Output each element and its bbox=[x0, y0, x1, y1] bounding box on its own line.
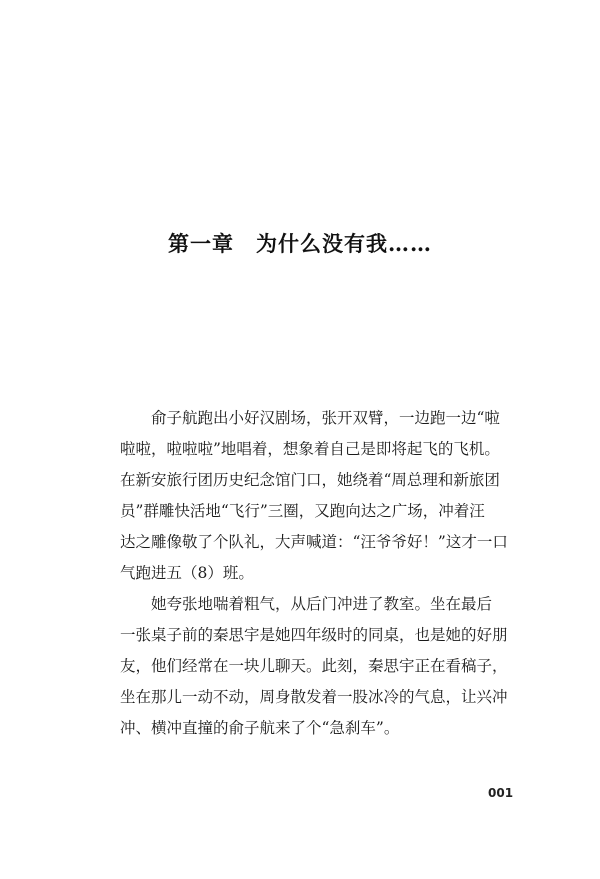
text-line: 气跑进五（8）班。 bbox=[120, 564, 254, 582]
text-line: 友，他们经常在一块儿聊天。此刻，秦思宇正在看稿子， bbox=[120, 657, 508, 675]
paragraph-1 bbox=[120, 403, 520, 589]
paragraph-2 bbox=[120, 589, 520, 744]
text-line: 坐在那儿一动不动，周身散发着一股冰冷的气息，让兴冲 bbox=[120, 688, 508, 706]
text-line: 在新安旅行团历史纪念馆门口，她绕着“周总理和新旅团 bbox=[120, 471, 500, 489]
text-line: 冲、横冲直撞的俞子航来了个“急刹车”。 bbox=[120, 719, 400, 737]
text-line: 啦啦，啦啦啦”地唱着，想象着自己是即将起飞的飞机。 bbox=[120, 440, 500, 458]
text-line: 她夸张地喘着粗气，从后门冲进了教室。坐在最后 bbox=[151, 595, 493, 613]
text-line: 俞子航跑出小好汉剧场，张开双臂，一边跑一边“啦 bbox=[151, 409, 500, 427]
page-number: 001 bbox=[488, 786, 514, 800]
chapter-title: 第一章 为什么没有我…… bbox=[168, 231, 432, 256]
text-line: 员”群雕快活地“飞行”三圈，又跑向达之广场，冲着汪 bbox=[120, 502, 485, 520]
chapter-body bbox=[120, 403, 520, 744]
text-line: 一张桌子前的秦思宇是她四年级时的同桌，也是她的好朋 bbox=[120, 626, 508, 644]
text-line: 达之雕像敬了个队礼，大声喊道：“汪爷爷好！”这才一口 bbox=[120, 533, 508, 551]
